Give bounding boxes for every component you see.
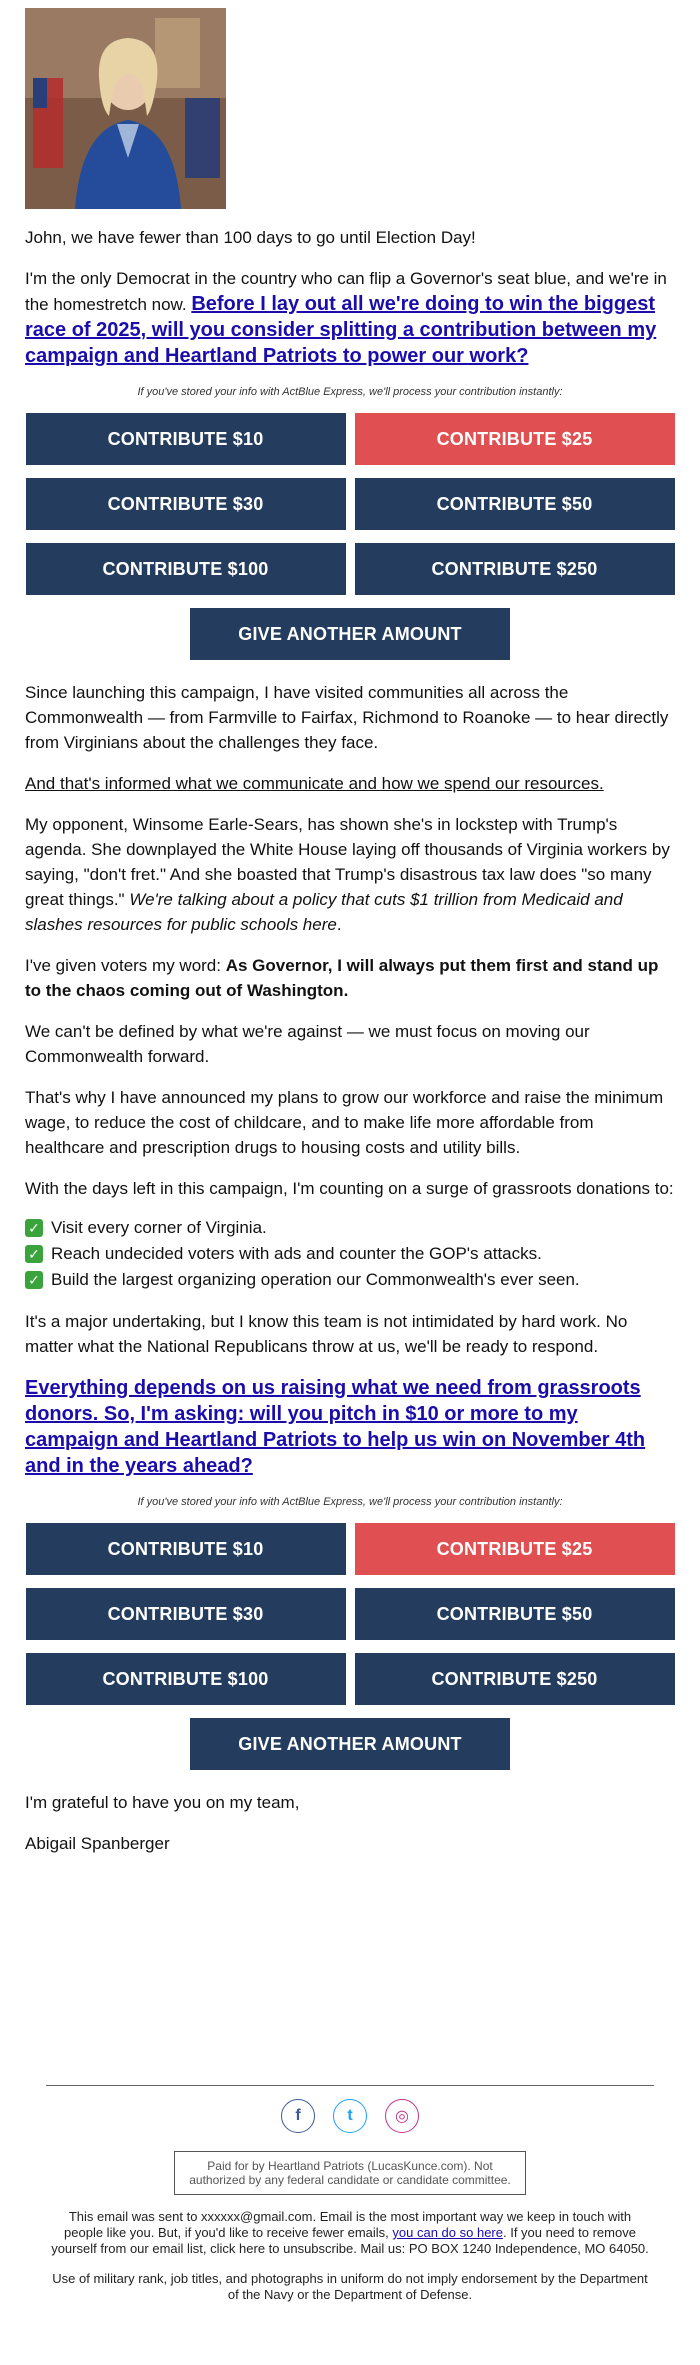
give-another-amount-button[interactable]: GIVE ANOTHER AMOUNT	[190, 1718, 510, 1770]
intro-paragraph	[25, 266, 675, 369]
contribute-30-button[interactable]: CONTRIBUTE $30	[26, 478, 346, 530]
promise-lead: I've given voters my word:	[25, 956, 226, 975]
promise-bold: As Governor, I will always put them first and stand up to the chaos coming out of Washington.	[25, 956, 659, 1000]
contribute-50-button[interactable]: CONTRIBUTE $50	[355, 478, 675, 530]
list-item: ✓ Reach undecided voters with ads and counter the GOP's attacks.	[25, 1241, 675, 1267]
body-paragraph-2: And that's informed what we communicate and how we spend our resources.	[25, 774, 604, 793]
checklist	[25, 1215, 675, 1293]
contribute-10-button[interactable]: CONTRIBUTE $10	[26, 1523, 346, 1575]
facebook-icon[interactable]: f	[281, 2099, 315, 2133]
contribute-25-button[interactable]: CONTRIBUTE $25	[355, 1523, 675, 1575]
social-links	[0, 2099, 700, 2133]
email-body	[25, 8, 675, 1856]
instagram-icon[interactable]: ◎	[385, 2099, 419, 2133]
contribute-30-button[interactable]: CONTRIBUTE $30	[26, 1588, 346, 1640]
email-notice: This email was sent to xxxxxx@gmail.com. Email is the most important way we keep in touch with people like you. But, if you'd like to receive fewer emails, you can do so here. If you need to remove yourself from our email list, click here to unsubscribe. Mail us: PO BOX 1240 Independence, MO 64050.	[51, 2209, 649, 2256]
closing-line: I'm grateful to have you on my team,	[25, 1793, 300, 1812]
period-text: .	[336, 915, 342, 934]
contribute-100-button[interactable]: CONTRIBUTE $100	[26, 1653, 346, 1705]
body-paragraph-8: It's a major undertaking, but I know this team is not intimidated by hard work. No matter what the National Republicans throw at us, we'll be ready to respond.	[25, 1312, 628, 1356]
medicaid-text: We're talking about a policy that cuts $1 trillion from Medicaid and slashes resources for public schools here	[25, 890, 623, 934]
body-paragraph-7: With the days left in this campaign, I'm counting on a surge of grassroots donations to:	[25, 1179, 674, 1198]
actblue-note-2: If you've stored your info with ActBlue Express, we'll process your contribution instantly:	[137, 1496, 563, 1508]
give-another-amount-button[interactable]: GIVE ANOTHER AMOUNT	[190, 608, 510, 660]
donation-grid-1	[26, 413, 675, 595]
twitter-icon[interactable]: t	[333, 2099, 367, 2133]
paid-for-disclaimer: Paid for by Heartland Patriots (LucasKunce.com). Not authorized by any federal candidate or candidate committee.	[174, 2151, 526, 2195]
ask-paragraph	[25, 1375, 675, 1479]
footer	[0, 2085, 700, 2303]
contribute-10-button[interactable]: CONTRIBUTE $10	[26, 413, 346, 465]
body-paragraph-3	[25, 812, 675, 937]
contribute-25-button[interactable]: CONTRIBUTE $25	[355, 413, 675, 465]
body-paragraph-6: That's why I have announced my plans to grow our workforce and raise the minimum wage, to reduce the cost of childcare, and to make life more affordable from healthcare and prescription drugs to housing costs and utility bills.	[25, 1088, 664, 1157]
contribute-50-button[interactable]: CONTRIBUTE $50	[355, 1588, 675, 1640]
ask-donate-link[interactable]: Everything depends on us raising what we need from grassroots donors. So, I'm asking: will you pitch in $10 or more to my campaign and Heartland Patriots to help us win on November 4th and in the years ahead?	[25, 1377, 646, 1477]
donation-grid-2	[26, 1523, 675, 1705]
greeting: John, we have fewer than 100 days to go until Election Day!	[25, 228, 476, 247]
contribute-100-button[interactable]: CONTRIBUTE $100	[26, 543, 346, 595]
contribute-250-button[interactable]: CONTRIBUTE $250	[355, 543, 675, 595]
footer-divider	[46, 2085, 654, 2086]
intro-donate-link[interactable]: Before I lay out all we're doing to win the biggest race of 2025, will you consider splitting a contribution between my campaign and Heartland Patriots to power our work?	[25, 293, 657, 367]
list-item: ✓ Visit every corner of Virginia.	[25, 1215, 675, 1241]
intro-text: I'm the only Democrat in the country who can flip a Governor's seat blue, and we're in the homestretch now.	[25, 269, 667, 314]
body-paragraph-4	[25, 953, 675, 1003]
list-item: ✓ Build the largest organizing operation our Commonwealth's ever seen.	[25, 1267, 675, 1293]
fewer-emails-link[interactable]: you can do so here	[392, 2225, 503, 2240]
military-disclaimer: Use of military rank, job titles, and photographs in uniform do not imply endorsement by the Department of the Navy or the Department of Defense.	[52, 2271, 648, 2302]
actblue-note: If you've stored your info with ActBlue Express, we'll process your contribution instantly:	[137, 386, 563, 398]
signature: Abigail Spanberger	[25, 1834, 170, 1853]
check-mark-icon: ✓	[25, 1245, 43, 1263]
candidate-photo	[25, 8, 226, 209]
body-paragraph-1: Since launching this campaign, I have visited communities all across the Commonwealth — from Farmville to Fairfax, Richmond to Roanoke — to hear directly from Virginians about the challenges they face.	[25, 683, 669, 752]
opponent-text: My opponent, Winsome Earle-Sears, has shown she's in lockstep with Trump's agenda. She downplayed the White House laying off thousands of Virginia workers by saying, "don't fret." And she boasted that Trump's disastrous tax law does "so many great things."	[25, 815, 670, 909]
check-mark-icon: ✓	[25, 1271, 43, 1289]
check-mark-icon: ✓	[25, 1219, 43, 1237]
body-paragraph-5: We can't be defined by what we're against — we must focus on moving our Commonwealth forward.	[25, 1022, 590, 1066]
contribute-250-button[interactable]: CONTRIBUTE $250	[355, 1653, 675, 1705]
